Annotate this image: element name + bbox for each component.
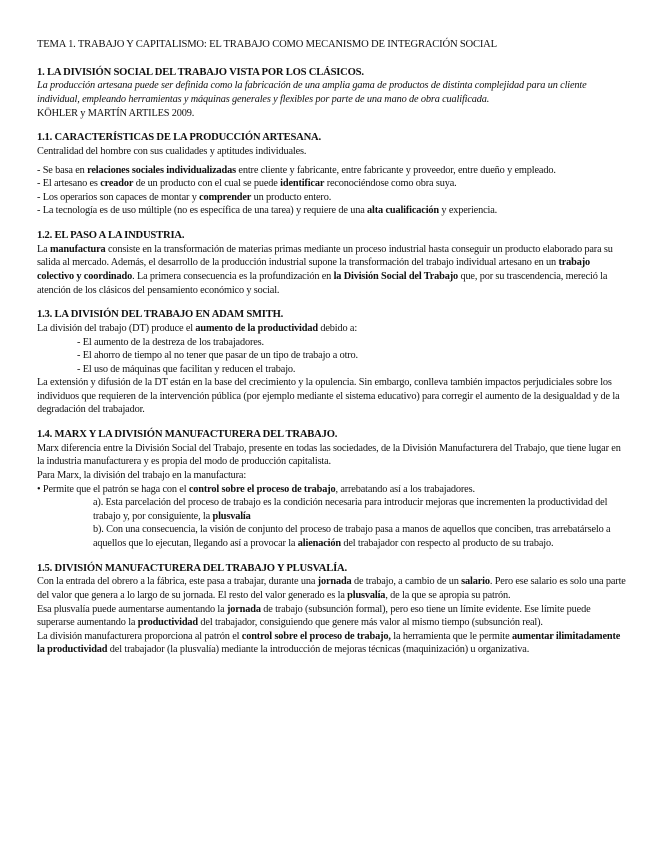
bold-text: la División Social del Trabajo [333, 270, 459, 282]
section-heading: 1.4. MARX Y LA DIVISIÓN MANUFACTURERA DEL TRABAJO. [37, 429, 338, 441]
paragraph [37, 79, 627, 106]
paragraph [37, 630, 627, 657]
paragraph [37, 442, 627, 469]
text-run: consiste en la transformación de materias primas mediante un proceso industrial hasta conseguir un producto elaborado para su salida al mercado. Además, el desarrollo de la producción industrial supone la transformación del trabajo individual artesano en un [37, 243, 613, 269]
text-run: de trabajo, a cambio de un [351, 576, 462, 588]
text-run: La división del trabajo (DT) produce el [37, 322, 196, 334]
text-run: - El artesano es [37, 178, 101, 190]
text-run: La extensión y difusión de la DT están en la base del crecimiento y la opulencia. Sin embargo, conlleva también impactos perjudiciales sobre los individuos que requieren de la intervención pública (por ejemplo mediante el sistema educativo) para corregir el aumento de la desigualdad y de la degradación del trabajador. [37, 377, 620, 416]
text-run: , arrebatando así a los trabajadores. [335, 483, 475, 495]
text-run: la herramienta que le permite [390, 630, 512, 642]
bold-text: aumentar ilimitadamente la productividad [37, 630, 621, 656]
text-run: reconociéndose como obra suya. [324, 178, 457, 190]
paragraph [37, 107, 627, 121]
bold-text: comprender [199, 191, 252, 203]
bold-text: control sobre el proceso de trabajo, [241, 630, 391, 642]
paragraph [37, 469, 627, 483]
paragraph [37, 191, 627, 205]
bold-text: jornada [317, 576, 352, 588]
bold-text: aumento de la productividad [195, 322, 318, 334]
text-run: un producto entero. [251, 191, 332, 203]
paragraph [37, 363, 627, 377]
section [37, 308, 627, 417]
section-heading: 1.5. DIVISIÓN MANUFACTURERA DEL TRABAJO Y PLUSVALÍA. [37, 562, 347, 574]
text-run: • Permite que el patrón se haga con el [37, 483, 189, 495]
text-run: de un producto con el cual se puede [133, 178, 281, 190]
text-run: b). Con una consecuencia, la visión de conjunto del proceso de trabajo pasa a manos de aquellos que conciben, tras arrebatárselo a aquellos que lo ejecutan, llegando así a provocar la [93, 524, 611, 550]
bold-text: plusvalía [347, 590, 386, 601]
text-run: . La primera consecuencia es la profundización en [132, 270, 334, 282]
text-run: entre cliente y fabricante, entre fabricante y proveedor, entre dueño y empleado. [235, 164, 556, 176]
paragraph [37, 349, 627, 363]
text-run: del trabajador con respecto al producto de su trabajo. [340, 538, 554, 550]
bold-text: creador [100, 178, 134, 190]
section [37, 562, 627, 657]
section [37, 428, 627, 551]
text-run: Centralidad del hombre con sus cualidades y aptitudes individuales. [37, 145, 307, 157]
text-run: - Los operarios son capaces de montar y [37, 191, 200, 203]
text-run: - La tecnología es de uso múltiple (no es específica de una tarea) y requiere de una [37, 205, 368, 217]
paragraph [37, 575, 627, 602]
text-run: KÖHLER y MARTÍN ARTILES 2009. [37, 107, 195, 119]
bold-text: alta cualificación [367, 205, 439, 217]
text-run: Esa plusvalía puede aumentarse aumentando la [37, 603, 227, 615]
bold-text: alienación [297, 538, 341, 550]
text-run: a). Esta parcelación del proceso de trabajo es la condición necesaria para introducir mejoras que incrementen la productividad del trabajo y, por consiguiente, la [93, 497, 608, 522]
text-run: La producción artesana puede ser definida como la fabricación de una amplia gama de productos de distinta complejidad para un cliente individual, empleando herramientas y máquinas generales y flexibles por parte de una mano de obra cualificada. [37, 80, 587, 105]
bold-text: relaciones sociales individualizadas [87, 164, 236, 176]
paragraph [37, 177, 627, 191]
text-run: , de la que se apropia su patrón. [385, 590, 511, 601]
paragraph [37, 483, 627, 497]
bold-text: control sobre el proceso de trabajo [188, 483, 336, 495]
bold-text: identificar [280, 178, 325, 190]
section [37, 131, 627, 218]
paragraph [37, 336, 627, 350]
text-run: y experiencia. [439, 205, 498, 217]
bold-text: salario [461, 576, 490, 588]
bold-text: manufactura [49, 243, 106, 255]
paragraph [37, 603, 627, 630]
paragraph [37, 523, 627, 550]
paragraph [37, 496, 627, 523]
paragraph [37, 164, 627, 178]
text-run: que, por su trascendencia, mereció la atención de los clásicos del pensamiento económico y social. [37, 270, 608, 296]
bold-text: plusvalía [212, 510, 251, 522]
text-run: - El uso de máquinas que facilitan y reducen el trabajo. [77, 363, 296, 375]
bold-text: jornada [226, 603, 261, 615]
text-run: Marx diferencia entre la División Social del Trabajo, presente en todas las sociedades, de la División Manufacturera del Trabajo, que tiene lugar en la industria manufacturera y es propia del modo de producción capitalista. [37, 442, 621, 468]
text-run: del trabajador, consiguiendo que genere más valor al mismo tiempo (subsunción real). [198, 617, 543, 629]
text-run: Para Marx, la división del trabajo en la manufactura: [37, 470, 247, 482]
section-heading: 1.2. EL PASO A LA INDUSTRIA. [37, 229, 185, 241]
text-run: La división manufacturera proporciona al patrón el [37, 630, 242, 642]
section-heading: 1. LA DIVISIÓN SOCIAL DEL TRABAJO VISTA POR LOS CLÁSICOS. [37, 66, 364, 78]
paragraph [37, 322, 627, 336]
document-page [37, 38, 627, 668]
text-run: - Se basa en [37, 164, 88, 176]
section [37, 66, 627, 121]
text-run: - El ahorro de tiempo al no tener que pasar de un tipo de trabajo a otro. [77, 350, 358, 362]
text-run: - El aumento de la destreza de los trabajadores. [77, 336, 264, 348]
section-heading: 1.1. CARACTERÍSTICAS DE LA PRODUCCIÓN ARTESANA. [37, 132, 321, 144]
bold-text: trabajo colectivo y coordinado [37, 257, 591, 282]
section-heading: 1.3. LA DIVISIÓN DEL TRABAJO EN ADAM SMITH. [37, 309, 284, 321]
document-body [37, 66, 627, 657]
text-run: del trabajador (la plusvalía) mediante la introducción de mejoras técnicas (maquinización) u organizativa. [107, 644, 530, 656]
paragraph [37, 145, 627, 159]
paragraph [37, 376, 627, 417]
text-run: La [37, 243, 50, 255]
text-run: de trabajo (subsunción formal), pero eso tiene un límite evidente. Ese límite puede superarse aumentando la [37, 603, 591, 629]
text-run: Con la entrada del obrero a la fábrica, este pasa a trabajar, durante una [37, 576, 318, 588]
text-run: debido a: [317, 322, 358, 334]
paragraph [37, 204, 627, 218]
section [37, 229, 627, 297]
paragraph [37, 243, 627, 297]
text-run: . Pero ese salario es solo una parte del valor que genera a lo largo de su jornada. El resto del valor generado es la [37, 576, 626, 601]
bold-text: productividad [137, 617, 198, 629]
document-title: TEMA 1. TRABAJO Y CAPITALISMO: EL TRABAJO COMO MECANISMO DE INTEGRACIÓN SOCIAL [37, 39, 497, 50]
